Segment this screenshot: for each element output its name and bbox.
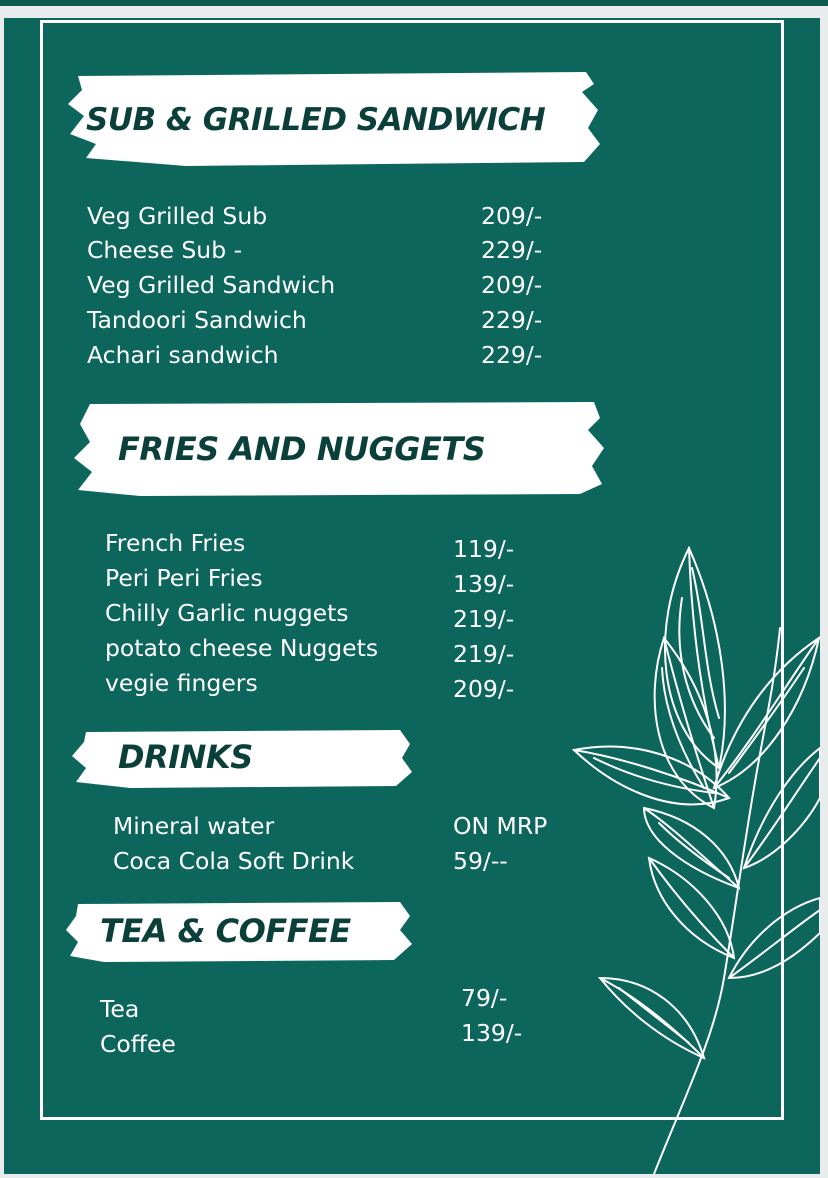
menu-item-price: ON MRP (453, 812, 548, 840)
menu-item-price: 209/- (481, 202, 543, 230)
menu-item-name: French Fries (105, 529, 246, 557)
menu-item-price: 59/-- (453, 847, 508, 875)
menu-item-price: 79/- (461, 984, 508, 1012)
menu-item-price: 229/- (481, 341, 543, 369)
menu-item-name: vegie fingers (105, 669, 258, 697)
menu-item-name: Chilly Garlic nuggets (105, 599, 349, 627)
section-heading-sandwich: SUB & GRILLED SANDWICH (86, 102, 546, 138)
menu-item-name: Coffee (100, 1030, 176, 1058)
menu-item-name: Cheese Sub - (87, 236, 243, 264)
menu-item-name: Peri Peri Fries (105, 564, 263, 592)
menu-item-price: 209/- (481, 271, 543, 299)
menu-item-price: 229/- (481, 306, 543, 334)
menu-item-price: 229/- (481, 236, 543, 264)
menu-item-price: 119/- (453, 535, 515, 563)
section-heading-tea-coffee: TEA & COFFEE (100, 912, 351, 950)
menu-item-name: potato cheese Nuggets (105, 634, 379, 662)
menu-item-name: Achari sandwich (87, 341, 279, 369)
menu-item-price: 209/- (453, 675, 515, 703)
leaf-branch-illustration (564, 538, 820, 1174)
menu-item-name: Tandoori Sandwich (87, 306, 307, 334)
section-heading-fries: FRIES AND NUGGETS (118, 430, 486, 468)
menu-item-price: 219/- (453, 605, 515, 633)
menu-item-price: 139/- (453, 570, 515, 598)
section-heading-drinks: DRINKS (118, 738, 253, 776)
menu-item-name: Tea (100, 995, 140, 1023)
top-edge-strip (0, 0, 828, 6)
menu-item-name: Mineral water (113, 812, 275, 840)
menu-item-price: 139/- (461, 1019, 523, 1047)
menu-item-name: Coca Cola Soft Drink (113, 847, 355, 875)
menu-item-name: Veg Grilled Sub (87, 202, 268, 230)
menu-page (4, 18, 820, 1174)
menu-item-name: Veg Grilled Sandwich (87, 271, 336, 299)
menu-item-price: 219/- (453, 640, 515, 668)
